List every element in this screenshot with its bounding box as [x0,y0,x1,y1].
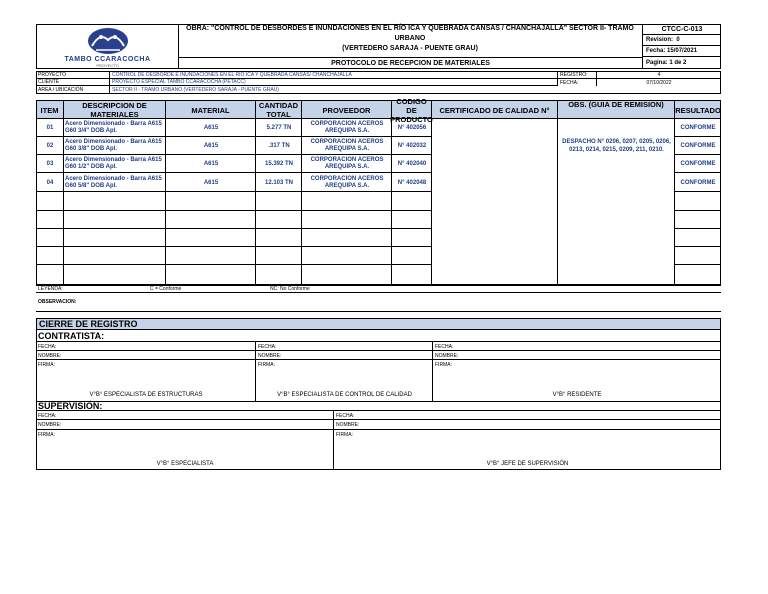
row4-item: 04 [46,179,54,186]
vb-especialista: V°B° ESPECIALISTA [156,461,214,467]
row2-descripcion: Acero Dimensionado - Barra A615 G60 3/8" DOB Apl. [65,139,162,152]
vb-residente: V°B° RESIDENTE [552,392,602,398]
row1-descripcion: Acero Dimensionado - Barra A615 G60 3/4" DOB Apl. [65,121,162,134]
obra-title [180,27,640,51]
s2-fecha: FECHA: [336,412,355,419]
row1-proveedor: CORPORACION ACEROS AREQUIPA S.A. [310,121,384,134]
vb-jefe: V°B° JEFE DE SUPERVISIÓN [486,461,569,467]
col-descripcion: DESCRIPCION DE MATERIALES [64,101,166,119]
obra-line1: OBRA: "CONTROL DE DESBORDES E INUNDACIONES EN EL RÍO ICA Y QUEBRADA CANSAS / CHANCHAJALLA" SECTOR II- TRAMO URBANO [186,25,634,42]
proyecto-value: CONTROL DE DESBORDE E INUNDACIONES EN EL RÍO ICA Y QUEBRADA CANSAS/ CHANCHAJALLA [110,71,557,79]
c1-fecha: FECHA: [38,343,57,350]
cliente-value: PROYECTO ESPECIAL TAMBO CCARACOCHA (PETACC) [110,79,557,86]
c1-firma: FIRMA: [38,361,55,368]
c3-firma: FIRMA: [435,361,452,368]
row1-codigo: N° 402056 [397,125,427,131]
code-block [642,24,721,69]
row3-material: A615 [203,161,219,167]
row1-item: 01 [46,125,54,131]
logo-cell [36,24,179,69]
c3-nombre: NOMBRE: [435,352,459,359]
observacion-row: OBSERVACION: [36,292,721,312]
contratista-title: CONTRATISTA: [36,330,721,342]
pagina-row [643,57,721,68]
row1-cantidad: 5.277 TN [266,125,292,131]
row2-item: 02 [46,143,54,149]
logo-sub: PROYECTO [96,63,119,68]
row4-material: A615 [203,179,219,186]
registro-label: REGISTRO: [557,71,597,79]
obra-line2: (VERTEDERO SARAJA - PUENTE GRAU) [342,45,478,52]
fecha-label: Fecha: [646,48,666,54]
col-resultado: RESULTADO [675,105,721,115]
row-line [675,247,721,265]
c2-fecha: FECHA: [258,343,277,350]
row2-proveedor: CORPORACION ACEROS AREQUIPA S.A. [310,139,384,152]
vb-estructuras: V°B° ESPECIALISTA DE ESTRUCTURAS [89,392,203,398]
area-label: AREA / UBICACIÓN [36,86,110,94]
row-line [675,211,721,229]
logo-icon [86,26,130,56]
pagina-value: 1 de 2 [669,59,687,66]
row3-proveedor: CORPORACION ACEROS AREQUIPA S.A. [310,157,384,170]
s1-firma: FIRMA: [38,431,55,438]
row4-resultado: CONFORME [680,179,716,186]
cliente-label: CLIENTE [36,79,110,86]
revision-row [643,35,721,46]
pagina-label: Pagina: [646,59,668,66]
grid-line [432,119,558,285]
row3-item: 03 [46,161,54,167]
row3-descripcion: Acero Dimensionado - Barra A615 G60 1/2" DOB Apl. [65,157,162,170]
s1-fecha: FECHA: [38,412,57,419]
s1-nombre: NOMBRE: [38,422,62,428]
c3-fecha: FECHA: [435,343,454,350]
row-line [36,229,432,247]
revision-label: Revision: [646,37,674,43]
proyecto-label: PROYECTO [36,71,110,79]
row-line [675,229,721,247]
protocol-title: PROTOCOLO DE RECEPCION DE MATERIALES [179,57,642,69]
obs-remision: DESPACHO N° 0206, 0207, 0205, 0206, 0213, 0214, 0215, 0209, 211, 0210. [562,139,671,153]
row4-descripcion: Acero Dimensionado - Barra A615 G60 5/8" DOB Apl. [65,175,162,189]
col-obs: OBS. (GUIA DE REMISION) [558,101,675,119]
row3-codigo: N° 402040 [397,161,427,167]
row2-cantidad: .317 TN [268,143,290,149]
s2-firma: FIRMA: [336,431,353,438]
legend-row [36,285,721,292]
row4-cantidad: 12.103 TN [264,179,294,186]
row-line [36,211,432,229]
row-line [36,351,721,360]
legend-label: LEYENDA: [38,286,63,292]
legend-nc: NC: No Conforme [270,286,310,292]
col-cantidad: CANTIDAD TOTAL [256,101,302,119]
col-item: ITEM [36,101,64,119]
row4-proveedor: CORPORACION ACEROS AREQUIPA S.A. [310,175,384,189]
area-value: SECTOR II - TRAMO URBANO (VERTEDERO SARAJA - PUENTE GRAU) [112,87,279,93]
doc-code: CTCC-C-013 [643,24,721,35]
row-line [675,192,721,211]
logo-text: TAMBO CCARACOCHA [64,55,151,63]
row2-material: A615 [203,143,219,149]
col-certificado: CERTIFICADO DE CALIDAD N° [432,101,558,119]
row1-material: A615 [203,125,219,131]
fecha-value: 15/07/2021 [667,48,698,54]
col-codigo: CODIGO DE PRODUCTO [390,96,433,124]
fecha-info-value: 07/10/2022 [646,79,672,86]
row4-codigo: N° 402048 [397,179,427,186]
legend-c: C = Conforme [150,286,182,292]
revision-value: 0 [676,37,680,43]
c1-nombre: NOMBRE: [38,352,62,359]
row2-resultado: CONFORME [680,143,716,149]
fecha-info-label: FECHA: [557,79,597,86]
row3-cantidad: 15.392 TN [264,161,294,167]
row3-resultado: CONFORME [680,161,716,167]
col-material: MATERIAL [166,101,256,119]
row1-resultado: CONFORME [680,125,716,131]
col-proveedor: PROVEEDOR [302,101,392,119]
row-line [36,192,432,211]
c2-nombre: NOMBRE: [258,352,282,359]
vb-calidad: V°B° ESPECIALISTA DE CONTROL DE CALIDAD [277,392,412,398]
row-line [36,342,721,351]
registro-value: 4 [597,71,721,79]
row2-codigo: N° 402032 [397,143,427,149]
row-line [36,247,432,265]
cierre-title: CIERRE DE REGISTRO [37,319,720,330]
supervision-title: SUPERVISIÓN: [36,402,721,411]
fecha-row [643,46,721,57]
c2-firma: FIRMA: [258,361,275,368]
s2-nombre: NOMBRE: [336,422,360,428]
